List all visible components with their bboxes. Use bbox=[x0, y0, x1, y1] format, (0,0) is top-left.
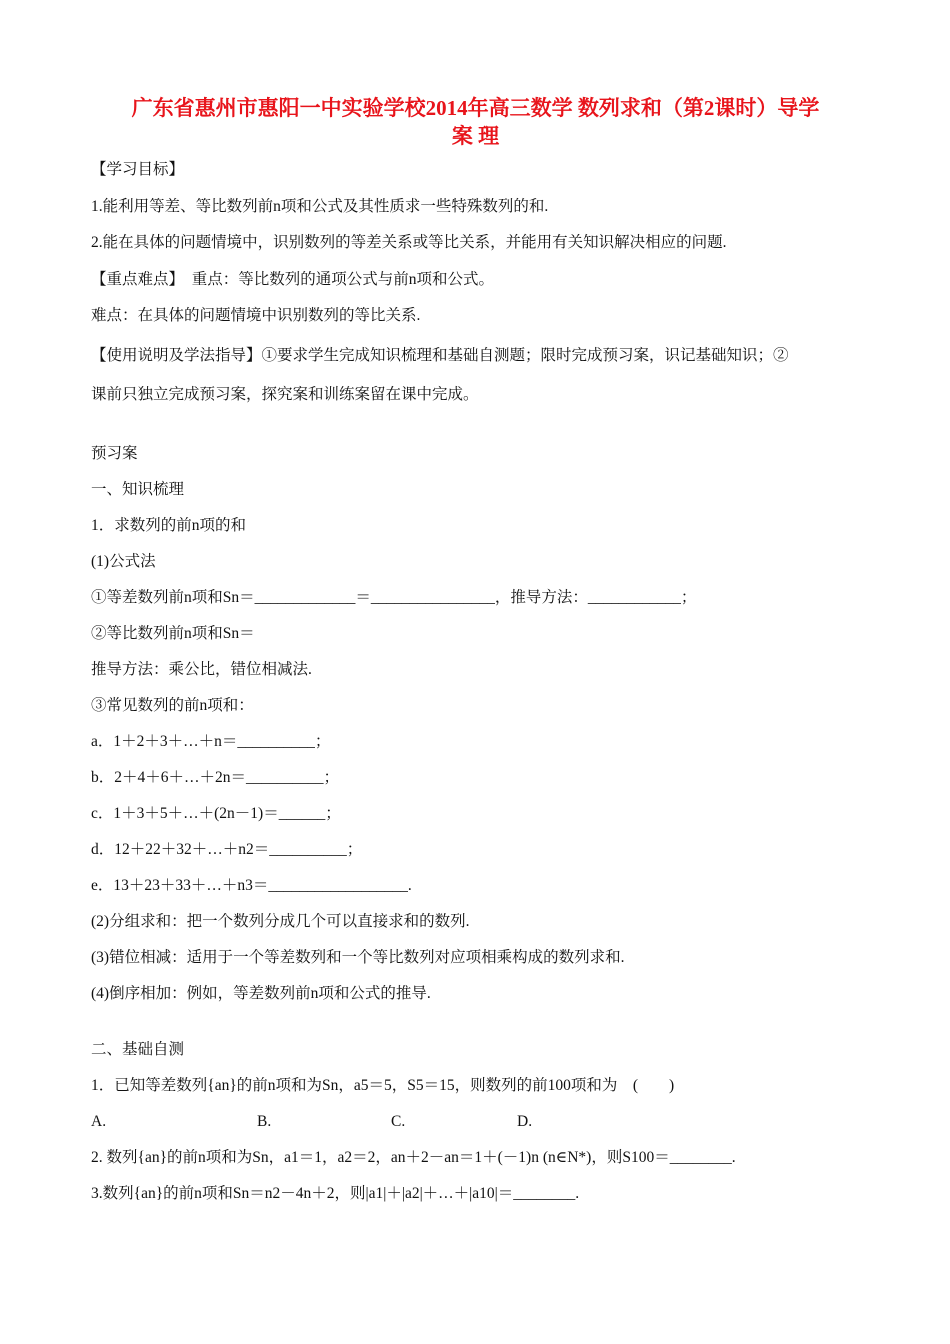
sum-c: c．1＋3＋5＋…＋(2n－1)＝______； bbox=[91, 805, 341, 822]
arithmetic-sum-blank: ①等差数列前n项和Sn＝_____________＝________________，推导方法：____________； bbox=[91, 589, 697, 606]
option-b: B. bbox=[257, 1113, 272, 1130]
preview-heading: 预习案 bbox=[91, 445, 138, 462]
difficulty: 难点：在具体的问题情境中识别数列的等比关系. bbox=[91, 307, 421, 324]
option-a: A. bbox=[91, 1113, 107, 1130]
title-line-1: 广东省惠州市惠阳一中实验学校2014年高三数学 数列求和（第2课时）导学 bbox=[131, 96, 820, 120]
group-sum: (2)分组求和：把一个数列分成几个可以直接求和的数列. bbox=[91, 913, 470, 930]
section-knowledge-review: 一、知识梳理 bbox=[91, 481, 185, 498]
question-2: 2. 数列{an}的前n项和为Sn，a1＝1，a2＝2，an＋2－an＝1＋(－1)n (n∈N*)，则S100＝________. bbox=[91, 1149, 736, 1166]
sum-d: d．12＋22＋32＋…＋n2＝__________； bbox=[91, 841, 363, 858]
option-d: D. bbox=[517, 1113, 533, 1130]
item-sum-of-sequence: 1．求数列的前n项的和 bbox=[91, 517, 247, 534]
question-3: 3.数列{an}的前n项和Sn＝n2－4n＋2，则|a1|＋|a2|＋…＋|a10|＝________. bbox=[91, 1185, 580, 1202]
sum-e: e．13＋23＋33＋…＋n3＝__________________. bbox=[91, 877, 412, 894]
formula-method: (1)公式法 bbox=[91, 553, 156, 570]
question-1-options bbox=[91, 1104, 860, 1140]
sum-b: b．2＋4＋6＋…＋2n＝__________； bbox=[91, 769, 340, 786]
key-points: 【重点难点】 重点：等比数列的通项公式与前n项和公式。 bbox=[91, 270, 495, 288]
geometric-derivation: 推导方法：乘公比，错位相减法. bbox=[91, 661, 312, 678]
reverse-add: (4)倒序相加：例如，等差数列前n项和公式的推导. bbox=[91, 985, 431, 1002]
goal-2: 2.能在具体的问题情境中，识别数列的等差关系或等比关系，并能用有关知识解决相应的问题. bbox=[91, 234, 727, 251]
common-sums: ③常见数列的前n项和： bbox=[91, 697, 254, 714]
section-gap bbox=[91, 413, 860, 436]
document-title bbox=[91, 94, 860, 150]
shift-subtract: (3)错位相减：适用于一个等差数列和一个等比数列对应项相乘构成的数列求和. bbox=[91, 949, 625, 966]
question-1: 1．已知等差数列{an}的前n项和为Sn，a5＝5，S5＝15，则数列的前100项和为 ( ) bbox=[91, 1077, 675, 1094]
geometric-sum-blank: ②等比数列前n项和Sn＝ bbox=[91, 625, 255, 642]
goals-heading: 【学习目标】 bbox=[91, 161, 185, 178]
self-test-heading: 二、基础自测 bbox=[91, 1041, 185, 1058]
sum-a: a．1＋2＋3＋…＋n＝__________； bbox=[91, 733, 331, 750]
option-c: C. bbox=[391, 1113, 406, 1130]
goal-1: 1.能利用等差、等比数列前n项和公式及其性质求一些特殊数列的和. bbox=[91, 197, 549, 215]
usage-line-1: 【使用说明及学法指导】①要求学生完成知识梳理和基础自测题；限时完成预习案，识记基础知识；② bbox=[91, 346, 789, 364]
usage-line-2: 课前只独立完成预习案，探究案和训练案留在课中完成。 bbox=[91, 385, 479, 403]
section-gap-2 bbox=[91, 1012, 860, 1032]
title-line-2: 案 理 bbox=[451, 124, 500, 148]
